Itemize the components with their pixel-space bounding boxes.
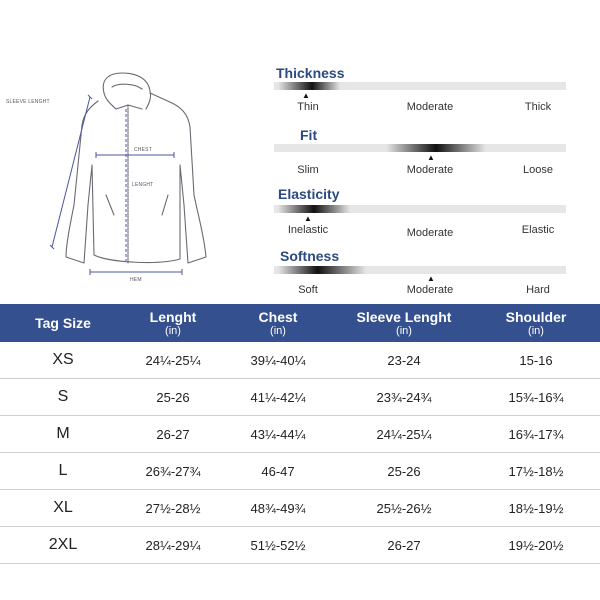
- cell-sleeve: 26-27: [336, 527, 472, 564]
- table-row: [0, 416, 600, 453]
- header-unit: (in): [270, 324, 286, 337]
- header-length: [126, 304, 220, 342]
- header-name: Tag Size: [35, 315, 91, 331]
- thickness-label-high: Thick: [524, 101, 552, 113]
- softness-label-high: Hard: [526, 284, 550, 296]
- header-tag-size: [0, 304, 126, 342]
- fit-scale-bar: [274, 144, 566, 152]
- cell-length: 25-26: [126, 379, 220, 416]
- softness-label-mid: Moderate: [406, 284, 454, 296]
- cell-sleeve: 25½-26½: [336, 490, 472, 527]
- cell-chest: 48¾-49¾: [220, 490, 336, 527]
- cell-shoulder: 15-16: [472, 342, 600, 379]
- elasticity-marker-icon: ▲: [304, 214, 312, 223]
- fit-label-mid: Moderate: [406, 164, 454, 176]
- header-shoulder: [472, 304, 600, 342]
- elasticity-title: Elasticity: [278, 186, 340, 202]
- table-row: [0, 490, 600, 527]
- header-unit: (in): [396, 324, 412, 337]
- table-row: [0, 527, 600, 564]
- cell-shoulder: 19½-20½: [472, 527, 600, 564]
- jacket-outline: [30, 65, 230, 295]
- table-header-row: [0, 304, 600, 342]
- cell-chest: 39¼-40¼: [220, 342, 336, 379]
- elasticity-scale-highlight: [278, 205, 350, 213]
- cell-length: 27½-28½: [126, 490, 220, 527]
- softness-title: Softness: [280, 248, 340, 264]
- chest-label: CHEST: [134, 147, 152, 153]
- header-name: Chest: [258, 308, 298, 325]
- elasticity-scale-bar: [274, 205, 566, 213]
- cell-size: M: [0, 416, 126, 453]
- cell-length: 24¼-25¼: [126, 342, 220, 379]
- cell-size: 2XL: [0, 527, 126, 564]
- cell-shoulder: 16¾-17¾: [472, 416, 600, 453]
- elasticity-label-low: Inelastic: [287, 224, 329, 236]
- softness-scale-bar: [274, 266, 566, 274]
- cell-length: 26¾-27¾: [126, 453, 220, 490]
- header-unit: (in): [165, 324, 181, 337]
- elasticity-label-high: Elastic: [521, 224, 555, 236]
- softness-marker-icon: ▲: [427, 274, 435, 283]
- header-sleeve-length: [336, 304, 472, 342]
- cell-sleeve: 23-24: [336, 342, 472, 379]
- size-chart-table: [0, 304, 600, 564]
- thickness-title: Thickness: [276, 65, 345, 81]
- thickness-label-low: Thin: [297, 101, 319, 113]
- table-row: [0, 379, 600, 416]
- fit-label-high: Loose: [523, 164, 553, 176]
- cell-size: L: [0, 453, 126, 490]
- header-name: Shoulder: [505, 308, 567, 325]
- header-unit: (in): [528, 324, 544, 337]
- cell-size: XL: [0, 490, 126, 527]
- thickness-marker-icon: ▲: [302, 91, 310, 100]
- cell-size: XS: [0, 342, 126, 379]
- thickness-scale-bar: [274, 82, 566, 90]
- softness-label-low: Soft: [298, 284, 318, 296]
- cell-shoulder: 15¾-16¾: [472, 379, 600, 416]
- fit-scale-highlight: [386, 144, 486, 152]
- hem-label: HEM: [130, 277, 142, 283]
- softness-scale-highlight: [278, 266, 366, 274]
- table-row: [0, 453, 600, 490]
- cell-sleeve: 24¼-25¼: [336, 416, 472, 453]
- fit-label-low: Slim: [297, 164, 319, 176]
- sleeve-length-label: SLEEVE LENGHT: [6, 99, 50, 105]
- jacket-diagram: [6, 65, 230, 295]
- thickness-scale-highlight: [278, 82, 340, 90]
- cell-chest: 43¼-44¼: [220, 416, 336, 453]
- cell-chest: 41¼-42¼: [220, 379, 336, 416]
- cell-chest: 46-47: [220, 453, 336, 490]
- header-name: Lenght: [149, 308, 197, 325]
- cell-sleeve: 23¾-24¾: [336, 379, 472, 416]
- cell-chest: 51½-52½: [220, 527, 336, 564]
- table-row: [0, 342, 600, 379]
- header-name: Sleeve Lenght: [356, 308, 452, 325]
- cell-shoulder: 18½-19½: [472, 490, 600, 527]
- thickness-label-mid: Moderate: [406, 101, 454, 113]
- fit-marker-icon: ▲: [427, 153, 435, 162]
- cell-length: 26-27: [126, 416, 220, 453]
- elasticity-label-mid: Moderate: [406, 227, 454, 239]
- cell-length: 28¼-29¼: [126, 527, 220, 564]
- cell-size: S: [0, 379, 126, 416]
- length-label: LENGHT: [132, 182, 154, 188]
- cell-shoulder: 17½-18½: [472, 453, 600, 490]
- fit-title: Fit: [300, 127, 318, 143]
- cell-sleeve: 25-26: [336, 453, 472, 490]
- header-chest: [220, 304, 336, 342]
